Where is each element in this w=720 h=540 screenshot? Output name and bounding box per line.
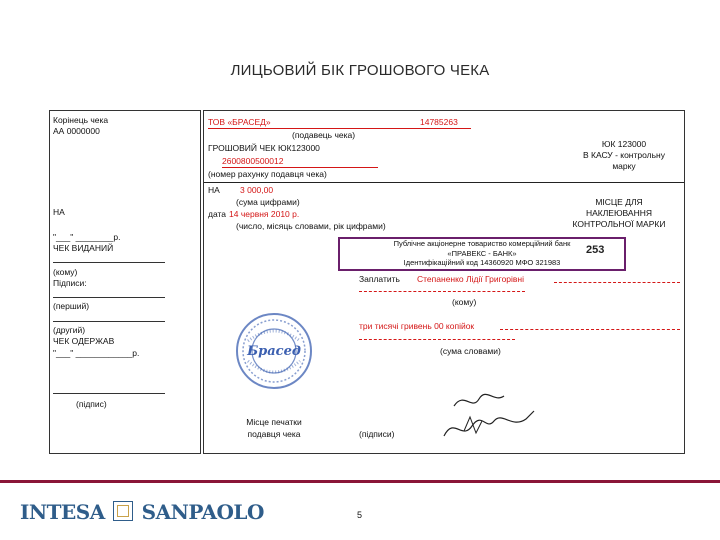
words-dash-2	[359, 339, 515, 340]
company-seal	[234, 311, 314, 391]
amount-words: три тисячі гривень 00 копійок	[359, 321, 475, 331]
right-cash: В КАСУ - контрольну	[582, 150, 665, 160]
amount-caption: (сума цифрами)	[236, 197, 300, 207]
stub-line	[53, 321, 165, 322]
drawer-name: ТОВ «БРАСЕД»	[208, 117, 271, 127]
stub-line	[53, 262, 165, 263]
seal-text: Брасед	[247, 344, 301, 359]
right-mark: марку	[612, 161, 636, 171]
bank-info-box	[338, 237, 626, 271]
bank-line-1: Публічне акціонерне товариство комерційний банк	[393, 239, 571, 248]
check-body	[203, 110, 685, 454]
stub-number: АА 0000000	[53, 126, 100, 136]
payee-caption: (кому)	[452, 297, 477, 307]
stamp-place-2: НАКЛЕЮВАННЯ	[585, 208, 653, 218]
page-title: ЛИЦЬОВИЙ БІК ГРОШОВОГО ЧЕКА	[230, 62, 490, 79]
signature-scribbles	[434, 381, 554, 451]
footer-rule	[0, 480, 720, 483]
stub-date-line: "___" ________р.	[53, 232, 121, 242]
stub-second: (другий)	[53, 325, 86, 335]
bank-line-3: Ідентифікаційний код 14360920 МФО 321983	[403, 258, 561, 267]
seal-place-1: Місце печатки	[246, 417, 302, 427]
stub-na: НА	[53, 207, 65, 217]
stub-date-line-2: "___" ____________р.	[53, 348, 140, 358]
stub-title: Корінець чека	[53, 115, 109, 125]
logo-icon	[113, 501, 133, 521]
payee-dash-2	[359, 291, 525, 292]
drawer-code: 14785263	[420, 117, 458, 127]
payee-name: Степаненко Лідії Григорівні	[417, 274, 525, 284]
pay-label: Заплатить	[359, 274, 400, 284]
check-number: ГРОШОВИЙ ЧЕК ЮК123000	[208, 143, 320, 153]
stamp-place-1: МІСЦЕ ДЛЯ	[595, 197, 643, 207]
stub-received: ЧЕК ОДЕРЖАВ	[53, 336, 115, 346]
date-caption: (число, місяць словами, рік цифрами)	[236, 221, 386, 231]
na-label: НА	[208, 185, 220, 195]
stamp-place-3: КОНТРОЛЬНОЇ МАРКИ	[572, 219, 666, 229]
payee-dash	[554, 282, 680, 283]
stub-line	[53, 297, 165, 298]
words-dash	[500, 329, 680, 330]
account-underline	[222, 167, 378, 168]
page-number: 5	[357, 510, 363, 520]
date-label: дата	[208, 209, 227, 219]
stub-to-whom: (кому)	[53, 267, 78, 277]
stub-issued: ЧЕК ВИДАНИЙ	[53, 243, 114, 253]
account-number: 2600800500012	[222, 156, 284, 166]
drawer-caption: (подавець чека)	[292, 130, 356, 140]
bank-number: 253	[586, 244, 605, 256]
signatures-caption: (підписи)	[359, 429, 395, 439]
bank-line-2: «ПРАВЕКС - БАНК»	[447, 248, 517, 258]
amount-digits: 3 000,00	[240, 185, 274, 195]
stub-signature: (підпис)	[76, 399, 107, 409]
account-caption: (номер рахунку подавця чека)	[208, 169, 327, 179]
logo-right: SANPAOLO	[141, 500, 264, 524]
drawer-underline	[208, 128, 471, 129]
amount-words-caption: (сума словами)	[440, 346, 501, 356]
stub-signatures: Підписи:	[53, 278, 87, 288]
seal-place-2: подавця чека	[247, 429, 301, 439]
bank-logo	[20, 500, 264, 530]
date-value: 14 червня 2010 р.	[229, 209, 300, 219]
check-stub	[49, 110, 201, 454]
logo-left: INTESA	[20, 500, 105, 524]
stub-first: (перший)	[53, 301, 90, 311]
divider	[204, 182, 684, 183]
right-stub-number: ЮК 123000	[601, 139, 647, 149]
stub-line	[53, 393, 165, 394]
